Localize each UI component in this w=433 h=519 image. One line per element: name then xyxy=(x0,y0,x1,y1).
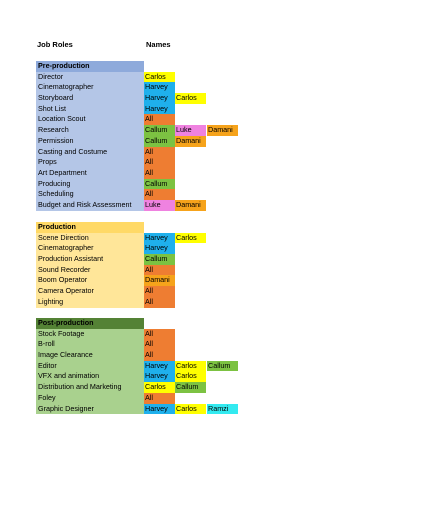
job-role-cell: Storyboard xyxy=(36,93,144,104)
section-title: Pre-production xyxy=(36,61,144,72)
job-role-cell: Production Assistant xyxy=(36,254,144,265)
job-role-cell: Distribution and Marketing xyxy=(36,382,144,393)
name-cell: Callum xyxy=(144,254,175,265)
job-role-cell: Producing xyxy=(36,179,144,190)
name-cell: Damani xyxy=(175,200,206,211)
name-cell: Carlos xyxy=(175,371,206,382)
name-cell: All xyxy=(144,189,175,200)
name-cell: Harvey xyxy=(144,104,175,115)
job-role-cell: Scene Direction xyxy=(36,233,144,244)
name-cell: All xyxy=(144,114,175,125)
job-role-cell: Cinematographer xyxy=(36,243,144,254)
job-roles-header: Job Roles xyxy=(37,40,73,49)
name-cell: All xyxy=(144,168,175,179)
name-cell: All xyxy=(144,350,175,361)
job-role-cell: Graphic Designer xyxy=(36,404,144,415)
name-cell: All xyxy=(144,329,175,340)
job-role-cell: Shot List xyxy=(36,104,144,115)
job-role-cell: Scheduling xyxy=(36,189,144,200)
job-role-cell: B-roll xyxy=(36,339,144,350)
job-role-cell: Editor xyxy=(36,361,144,372)
name-cell: Callum xyxy=(144,179,175,190)
name-cell: All xyxy=(144,286,175,297)
name-cell: Callum xyxy=(144,125,175,136)
job-role-cell: Research xyxy=(36,125,144,136)
name-cell: Harvey xyxy=(144,361,175,372)
job-role-cell: Budget and Risk Assessment xyxy=(36,200,144,211)
job-role-cell: Props xyxy=(36,157,144,168)
name-cell: Harvey xyxy=(144,82,175,93)
name-cell: Carlos xyxy=(175,93,206,104)
names-header: Names xyxy=(146,40,171,49)
job-role-cell: Stock Footage xyxy=(36,329,144,340)
name-cell: Harvey xyxy=(144,233,175,244)
job-role-cell: VFX and animation xyxy=(36,371,144,382)
job-role-cell: Foley xyxy=(36,393,144,404)
name-cell: All xyxy=(144,297,175,308)
section-title: Production xyxy=(36,222,144,233)
job-role-cell: Casting and Costume xyxy=(36,147,144,158)
name-cell: Harvey xyxy=(144,371,175,382)
name-cell: Luke xyxy=(144,200,175,211)
job-role-cell: Cinematographer xyxy=(36,82,144,93)
name-cell: Damani xyxy=(175,136,206,147)
job-role-cell: Image Clearance xyxy=(36,350,144,361)
name-cell: Carlos xyxy=(175,404,206,415)
job-role-cell: Permission xyxy=(36,136,144,147)
name-cell: Damani xyxy=(144,275,175,286)
name-cell: All xyxy=(144,147,175,158)
job-role-cell: Camera Operator xyxy=(36,286,144,297)
job-role-cell: Art Department xyxy=(36,168,144,179)
name-cell: Ramzi xyxy=(207,404,238,415)
job-role-cell: Sound Recorder xyxy=(36,265,144,276)
name-cell: Callum xyxy=(144,136,175,147)
job-role-cell: Location Scout xyxy=(36,114,144,125)
name-cell: All xyxy=(144,393,175,404)
name-cell: Carlos xyxy=(175,361,206,372)
name-cell: All xyxy=(144,265,175,276)
name-cell: Carlos xyxy=(175,233,206,244)
job-role-cell: Director xyxy=(36,72,144,83)
name-cell: Callum xyxy=(207,361,238,372)
name-cell: Callum xyxy=(175,382,206,393)
name-cell: Harvey xyxy=(144,404,175,415)
name-cell: Harvey xyxy=(144,93,175,104)
name-cell: All xyxy=(144,157,175,168)
name-cell: Carlos xyxy=(144,72,175,83)
section-title: Post-production xyxy=(36,318,144,329)
job-role-cell: Lighting xyxy=(36,297,144,308)
name-cell: Damani xyxy=(207,125,238,136)
name-cell: Luke xyxy=(175,125,206,136)
job-role-cell: Boom Operator xyxy=(36,275,144,286)
name-cell: Carlos xyxy=(144,382,175,393)
name-cell: All xyxy=(144,339,175,350)
name-cell: Harvey xyxy=(144,243,175,254)
